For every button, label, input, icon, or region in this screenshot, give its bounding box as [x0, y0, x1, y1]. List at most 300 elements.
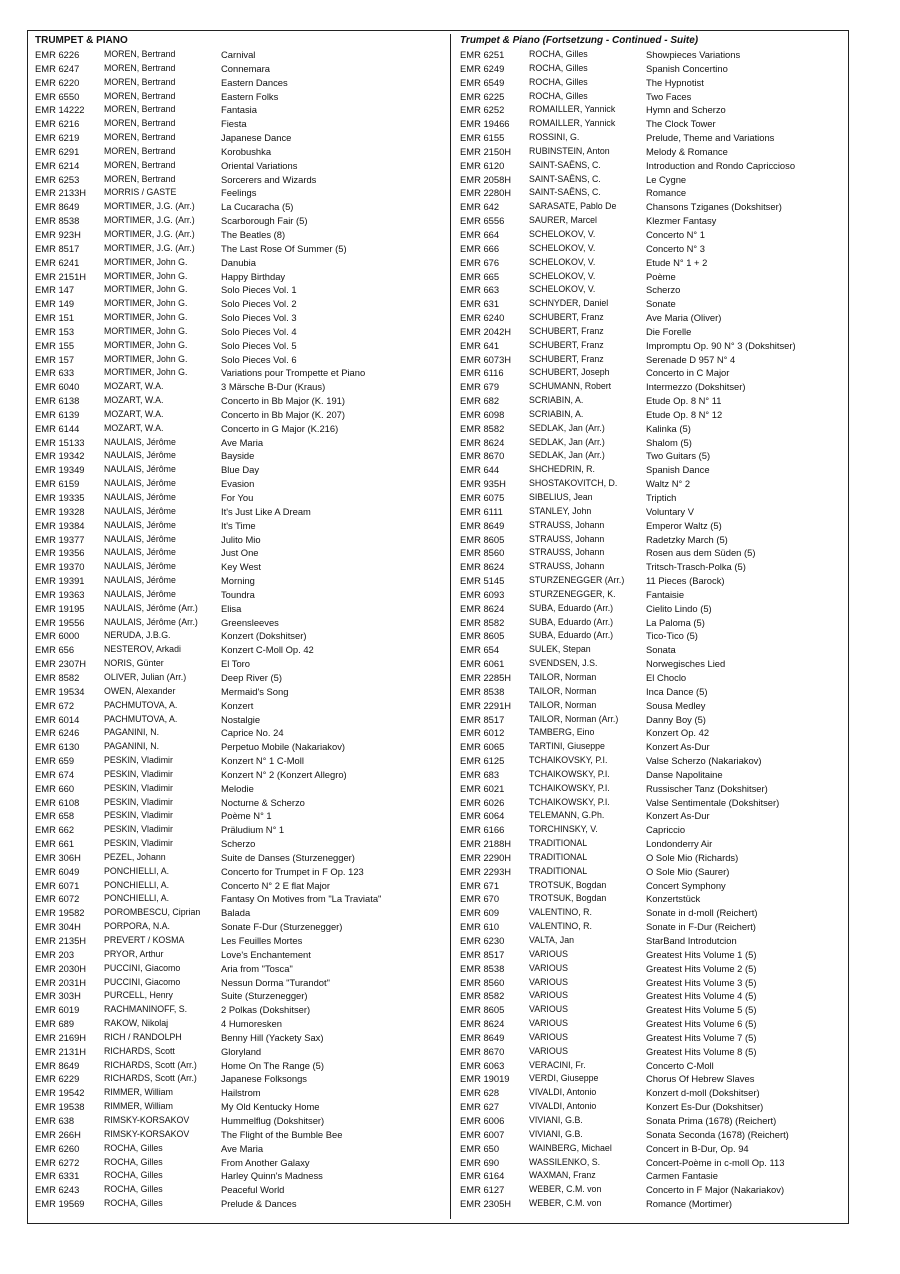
- composer: MOZART, W.A.: [104, 381, 164, 392]
- composer: PONCHIELLI, A.: [104, 879, 170, 890]
- catalog-entry: [460, 782, 845, 796]
- catalog-entry: [460, 366, 845, 380]
- catalog-entry: [460, 865, 845, 879]
- composer: MOREN, Bertrand: [104, 104, 176, 115]
- work-title: Sonata: [646, 644, 676, 656]
- composer: PESKIN, Vladimir: [104, 824, 173, 835]
- catalog-number: EMR 6012: [460, 727, 505, 739]
- work-title: Concerto in F Major (Nakariakov): [646, 1184, 785, 1196]
- catalog-entry: [35, 796, 445, 810]
- composer: SCHUBERT, Joseph: [529, 367, 610, 378]
- catalog-entry: [460, 1114, 845, 1128]
- composer: MORTIMER, John G.: [104, 367, 188, 378]
- catalog-number: EMR 6065: [460, 741, 505, 753]
- section-heading: TRUMPET & PIANO: [35, 35, 128, 46]
- catalog-entry: [460, 463, 845, 477]
- work-title: Harley Quinn's Madness: [221, 1170, 323, 1182]
- work-title: Solo Pieces Vol. 3: [221, 312, 297, 324]
- catalog-entry: [460, 408, 845, 422]
- catalog-entry: [460, 422, 845, 436]
- composer: NAULAIS, Jérôme: [104, 519, 176, 530]
- work-title: Impromptu Op. 90 N° 3 (Dokshitser): [646, 339, 796, 351]
- work-title: Love's Enchantement: [221, 948, 311, 960]
- catalog-entry: [460, 1031, 845, 1045]
- work-title: Sonata Seconda (1678) (Reichert): [646, 1128, 789, 1140]
- catalog-entry: [35, 270, 445, 284]
- catalog-number: EMR 8624: [460, 602, 505, 614]
- composer: SUBA, Eduardo (Arr.): [529, 630, 614, 641]
- composer: RIMSKY-KORSAKOV: [104, 1114, 190, 1125]
- catalog-number: EMR 306H: [35, 851, 81, 863]
- work-title: Fiesta: [221, 118, 247, 130]
- work-title: Konzert N° 2 (Konzert Allegro): [221, 768, 347, 780]
- continued-heading: Trumpet & Piano (Fortsetzung - Continued - Suite): [460, 35, 699, 46]
- catalog-number: EMR 2058H: [460, 173, 512, 185]
- catalog-entry: [35, 657, 445, 671]
- work-title: Fantasy On Motives from "La Traviata": [221, 893, 382, 905]
- catalog-number: EMR 8605: [460, 1004, 505, 1016]
- composer: SCHUBERT, Franz: [529, 339, 604, 350]
- work-title: Etude Op. 8 N° 12: [646, 408, 723, 420]
- composer: SHCHEDRIN, R.: [529, 464, 595, 475]
- work-title: Ave Maria (Oliver): [646, 312, 722, 324]
- composer: STURZENEGGER (Arr.): [529, 575, 625, 586]
- catalog-entry: [35, 892, 445, 906]
- catalog-number: EMR 6144: [35, 422, 80, 434]
- composer: NAULAIS, Jérôme: [104, 547, 176, 558]
- work-title: Caprice No. 24: [221, 727, 284, 739]
- work-title: Concert in B-Dur, Op. 94: [646, 1142, 749, 1154]
- catalog-number: EMR 151: [35, 312, 75, 324]
- catalog-entry: [35, 519, 445, 533]
- catalog-entry: [35, 574, 445, 588]
- composer: MOREN, Bertrand: [104, 118, 176, 129]
- composer: SVENDSEN, J.S.: [529, 658, 598, 669]
- work-title: Sonate in d-moll (Reichert): [646, 907, 758, 919]
- work-title: Spanish Dance: [646, 464, 710, 476]
- composer: SCRIABIN, A.: [529, 395, 584, 406]
- catalog-number: EMR 683: [460, 768, 500, 780]
- composer: TRADITIONAL: [529, 851, 588, 862]
- composer: PESKIN, Vladimir: [104, 768, 173, 779]
- composer: PAGANINI, N.: [104, 727, 160, 738]
- work-title: Danubia: [221, 256, 256, 268]
- composer: ROCHA, Gilles: [104, 1170, 163, 1181]
- catalog-entry: [35, 1003, 445, 1017]
- composer: SCHELOKOV, V.: [529, 284, 596, 295]
- work-title: Concerto in G Major (K.216): [221, 422, 339, 434]
- catalog-entry: [35, 228, 445, 242]
- composer: SUBA, Eduardo (Arr.): [529, 602, 614, 613]
- composer: SCHELOKOV, V.: [529, 270, 596, 281]
- work-title: Romance: [646, 187, 687, 199]
- work-title: Eastern Dances: [221, 76, 288, 88]
- catalog-entry: [35, 1197, 445, 1211]
- catalog-entry: [35, 159, 445, 173]
- catalog-number: EMR 6247: [35, 62, 80, 74]
- catalog-entry: [460, 533, 845, 547]
- catalog-entry: [35, 1100, 445, 1114]
- composer: VARIOUS: [529, 1018, 568, 1029]
- catalog-entry: [460, 1017, 845, 1031]
- catalog-entry: [35, 740, 445, 754]
- work-title: Concerto C-Moll: [646, 1059, 714, 1071]
- work-title: Carnival: [221, 49, 256, 60]
- catalog-entry: [460, 117, 845, 131]
- catalog-number: EMR 8649: [460, 519, 505, 531]
- composer: VARIOUS: [529, 962, 568, 973]
- work-title: Greatest Hits Volume 7 (5): [646, 1031, 757, 1043]
- catalog-number: EMR 638: [35, 1114, 75, 1126]
- catalog-number: EMR 661: [35, 838, 75, 850]
- catalog-number: EMR 2131H: [35, 1045, 87, 1057]
- composer: SCRIABIN, A.: [529, 408, 584, 419]
- catalog-number: EMR 2150H: [460, 145, 512, 157]
- work-title: El Toro: [221, 658, 251, 670]
- composer: PURCELL, Henry: [104, 990, 173, 1001]
- catalog-number: EMR 6225: [460, 90, 505, 102]
- catalog-number: EMR 610: [460, 921, 500, 933]
- work-title: Solo Pieces Vol. 6: [221, 353, 297, 365]
- catalog-entry: [35, 491, 445, 505]
- work-title: Two Guitars (5): [646, 450, 711, 462]
- catalog-number: EMR 6064: [460, 810, 505, 822]
- composer: NAULAIS, Jérôme: [104, 492, 176, 502]
- catalog-number: EMR 304H: [35, 921, 81, 933]
- catalog-entry: [35, 671, 445, 685]
- catalog-number: EMR 642: [460, 201, 500, 213]
- catalog-entry: [35, 934, 445, 948]
- work-title: Inca Dance (5): [646, 685, 708, 697]
- work-title: Concerto for Trumpet in F Op. 123: [221, 865, 364, 877]
- catalog-entry: [35, 1072, 445, 1086]
- work-title: Julito Mio: [221, 533, 261, 545]
- work-title: Konzert C-Moll Op. 42: [221, 644, 314, 656]
- work-title: Capriccio: [646, 824, 686, 836]
- catalog-number: EMR 2042H: [460, 325, 512, 337]
- catalog-number: EMR 19384: [35, 519, 85, 531]
- catalog-entry: [460, 906, 845, 920]
- catalog-number: EMR 157: [35, 353, 75, 365]
- catalog-entry: [460, 436, 845, 450]
- catalog-entry: [35, 505, 445, 519]
- catalog-entry: [35, 713, 445, 727]
- work-title: Concerto in C Major: [646, 367, 730, 379]
- work-title: The Clock Tower: [646, 118, 716, 130]
- catalog-number: EMR 672: [35, 699, 75, 711]
- catalog-number: EMR 923H: [35, 228, 81, 240]
- catalog-number: EMR 19534: [35, 685, 85, 697]
- work-title: The Last Rose Of Summer (5): [221, 242, 347, 254]
- catalog-entry: [460, 325, 845, 339]
- catalog-number: EMR 6214: [35, 159, 80, 171]
- work-title: Nessun Dorma "Turandot": [221, 976, 330, 988]
- composer: SIBELIUS, Jean: [529, 492, 593, 502]
- work-title: The Hypnotist: [646, 76, 704, 88]
- composer: OWEN, Alexander: [104, 685, 176, 696]
- work-title: Klezmer Fantasy: [646, 215, 717, 227]
- catalog-entry: [35, 1156, 445, 1170]
- work-title: Feelings: [221, 187, 257, 199]
- catalog-entry: [460, 740, 845, 754]
- work-title: Konzert Op. 42: [646, 727, 710, 739]
- catalog-entry: [460, 588, 845, 602]
- catalog-number: EMR 644: [460, 464, 500, 476]
- composer: MORTIMER, J.G. (Arr.): [104, 215, 195, 226]
- catalog-number: EMR 8538: [35, 215, 80, 227]
- catalog-number: EMR 6139: [35, 408, 80, 420]
- catalog-entry: [35, 629, 445, 643]
- catalog-number: EMR 6164: [460, 1170, 505, 1182]
- composer: MORTIMER, J.G. (Arr.): [104, 242, 195, 253]
- composer: SEDLAK, Jan (Arr.): [529, 436, 605, 447]
- catalog-entry: [35, 533, 445, 547]
- work-title: Sonate: [646, 298, 676, 310]
- composer: RICH / RANDOLPH: [104, 1031, 182, 1042]
- catalog-number: EMR 662: [35, 824, 75, 836]
- catalog-number: EMR 6159: [35, 478, 80, 490]
- work-title: Peaceful World: [221, 1184, 285, 1196]
- work-title: Sorcerers and Wizards: [221, 173, 317, 185]
- work-title: Greatest Hits Volume 8 (5): [646, 1045, 757, 1057]
- catalog-entry: [35, 768, 445, 782]
- catalog-entry: [35, 117, 445, 131]
- catalog-number: EMR 8624: [460, 436, 505, 448]
- work-title: Greatest Hits Volume 3 (5): [646, 976, 757, 988]
- composer: ROSSINI, G.: [529, 132, 580, 143]
- composer: SCHUBERT, Franz: [529, 353, 604, 364]
- catalog-entry: [460, 1003, 845, 1017]
- catalog-number: EMR 6216: [35, 118, 80, 130]
- work-title: Concerto N° 1: [646, 228, 705, 240]
- work-title: Prelude & Dances: [221, 1198, 297, 1210]
- catalog-entry: [460, 809, 845, 823]
- catalog-entry: [35, 353, 445, 367]
- composer: SARASATE, Pablo De: [529, 201, 617, 212]
- composer: VERDI, Giuseppe: [529, 1073, 599, 1084]
- catalog-entry: [35, 754, 445, 768]
- catalog-entry: [35, 616, 445, 630]
- catalog-number: EMR 671: [460, 879, 500, 891]
- work-title: Greatest Hits Volume 4 (5): [646, 990, 757, 1002]
- catalog-entry: [460, 380, 845, 394]
- composer: STRAUSS, Johann: [529, 561, 605, 572]
- catalog-entry: [460, 934, 845, 948]
- work-title: Konzert N° 1 C-Moll: [221, 755, 304, 767]
- composer: PONCHIELLI, A.: [104, 893, 170, 904]
- catalog-number: EMR 6021: [460, 782, 505, 794]
- catalog-entry: [460, 311, 845, 325]
- composer: PONCHIELLI, A.: [104, 865, 170, 876]
- work-title: Elisa: [221, 602, 242, 614]
- work-title: Kalinka (5): [646, 422, 691, 434]
- catalog-entry: [460, 685, 845, 699]
- work-title: Two Faces: [646, 90, 692, 102]
- catalog-entry: [35, 339, 445, 353]
- work-title: Introduction and Rondo Capriccioso: [646, 159, 796, 171]
- catalog-number: EMR 2280H: [460, 187, 512, 199]
- work-title: Cielito Lindo (5): [646, 602, 712, 614]
- work-title: Greatest Hits Volume 2 (5): [646, 962, 757, 974]
- catalog-number: EMR 6073H: [460, 353, 512, 365]
- composer: SAINT-SAËNS, C.: [529, 159, 601, 170]
- composer: RICHARDS, Scott: [104, 1045, 175, 1056]
- catalog-entry: [35, 200, 445, 214]
- work-title: Evasion: [221, 478, 255, 490]
- composer: SULEK, Stepan: [529, 644, 591, 655]
- catalog-number: EMR 6556: [460, 215, 505, 227]
- composer: TROTSUK, Bogdan: [529, 893, 607, 904]
- composer: STRAUSS, Johann: [529, 533, 605, 544]
- work-title: Suite de Danses (Sturzenegger): [221, 851, 355, 863]
- catalog-number: EMR 19582: [35, 907, 85, 919]
- composer: TAILOR, Norman: [529, 685, 597, 696]
- composer: MOREN, Bertrand: [104, 173, 176, 184]
- catalog-number: EMR 2285H: [460, 671, 512, 683]
- catalog-entry: [35, 546, 445, 560]
- catalog-entry: [460, 214, 845, 228]
- catalog-number: EMR 19328: [35, 505, 85, 517]
- catalog-number: EMR 658: [35, 810, 75, 822]
- composer: MORTIMER, J.G. (Arr.): [104, 201, 195, 212]
- composer: ROCHA, Gilles: [104, 1184, 163, 1195]
- catalog-entry: [35, 380, 445, 394]
- composer: MOZART, W.A.: [104, 422, 164, 433]
- composer: MORTIMER, J.G. (Arr.): [104, 228, 195, 239]
- catalog-number: EMR 8560: [460, 547, 505, 559]
- catalog-number: EMR 6116: [460, 367, 504, 379]
- catalog-number: EMR 2169H: [35, 1031, 87, 1043]
- composer: RACHMANINOFF, S.: [104, 1004, 188, 1015]
- work-title: Scarborough Fair (5): [221, 215, 308, 227]
- work-title: Präludium N° 1: [221, 824, 285, 836]
- composer: PUCCINI, Giacomo: [104, 962, 181, 973]
- catalog-number: EMR 19538: [35, 1101, 85, 1113]
- catalog-number: EMR 8624: [460, 561, 505, 573]
- work-title: Mermaid's Song: [221, 685, 289, 697]
- composer: PESKIN, Vladimir: [104, 782, 173, 793]
- work-title: Eastern Folks: [221, 90, 279, 102]
- work-title: Konzert As-Dur: [646, 810, 710, 822]
- composer: MORTIMER, John G.: [104, 284, 188, 295]
- catalog-entry: [460, 1059, 845, 1073]
- catalog-entry: [35, 879, 445, 893]
- catalog-entry: [460, 629, 845, 643]
- composer: TCHAIKOWSKY, P.I.: [529, 768, 610, 779]
- catalog-number: EMR 633: [35, 367, 75, 379]
- catalog-entry: [460, 643, 845, 657]
- work-title: Japanese Folksongs: [221, 1073, 307, 1085]
- catalog-entry: [35, 1059, 445, 1073]
- composer: WAINBERG, Michael: [529, 1142, 612, 1153]
- work-title: It's Time: [221, 519, 256, 531]
- work-title: Russischer Tanz (Dokshitser): [646, 782, 768, 794]
- work-title: Danse Napolitaine: [646, 768, 723, 780]
- work-title: Solo Pieces Vol. 5: [221, 339, 297, 351]
- work-title: Solo Pieces Vol. 1: [221, 284, 297, 296]
- work-title: La Cucaracha (5): [221, 201, 294, 213]
- catalog-entry: [460, 574, 845, 588]
- catalog-number: EMR 6014: [35, 713, 80, 725]
- composer: STANLEY, John: [529, 505, 592, 516]
- composer: PEZEL, Johann: [104, 851, 166, 862]
- composer: MORTIMER, John G.: [104, 256, 188, 267]
- composer: NESTEROV, Arkadi: [104, 644, 181, 655]
- composer: MORTIMER, John G.: [104, 353, 188, 364]
- work-title: Sousa Medley: [646, 699, 706, 711]
- catalog-number: EMR 665: [460, 270, 500, 282]
- catalog-number: EMR 155: [35, 339, 75, 351]
- composer: TAILOR, Norman: [529, 671, 597, 682]
- work-title: Sonate F-Dur (Sturzenegger): [221, 921, 343, 933]
- catalog-entry: [460, 1197, 845, 1211]
- catalog-entry: [35, 366, 445, 380]
- composer: ROMAILLER, Yannick: [529, 104, 616, 115]
- composer: NAULAIS, Jérôme (Arr.): [104, 616, 198, 627]
- work-title: Suite (Sturzenegger): [221, 990, 308, 1002]
- composer: VALTA, Jan: [529, 935, 574, 945]
- catalog-number: EMR 6253: [35, 173, 80, 185]
- work-title: Concerto in Bb Major (K. 207): [221, 408, 346, 420]
- composer: VERACINI, Fr.: [529, 1059, 586, 1070]
- catalog-number: EMR 6125: [460, 755, 505, 767]
- catalog-entry: [35, 726, 445, 740]
- work-title: Scherzo: [646, 284, 681, 296]
- catalog-entry: [35, 685, 445, 699]
- catalog-number: EMR 2188H: [460, 838, 512, 850]
- column-divider: [450, 34, 451, 1219]
- catalog-entry: [460, 1072, 845, 1086]
- work-title: Deep River (5): [221, 671, 282, 683]
- catalog-entry: [460, 1156, 845, 1170]
- catalog-entry: [35, 643, 445, 657]
- work-title: My Old Kentucky Home: [221, 1101, 320, 1113]
- catalog-number: EMR 6252: [460, 104, 505, 116]
- catalog-entry: [35, 699, 445, 713]
- work-title: Toundra: [221, 588, 255, 600]
- catalog-number: EMR 6260: [35, 1142, 80, 1154]
- catalog-entry: [35, 463, 445, 477]
- catalog-entry: [460, 491, 845, 505]
- catalog-number: EMR 6220: [35, 76, 80, 88]
- work-title: Londonderry Air: [646, 838, 713, 850]
- composer: TROTSUK, Bogdan: [529, 879, 607, 890]
- composer: TCHAIKOWSKY, P.I.: [529, 782, 610, 793]
- right-catalog-list: [460, 48, 845, 1211]
- catalog-number: EMR 6549: [460, 76, 505, 88]
- work-title: Concerto N° 2 E flat Major: [221, 879, 330, 891]
- catalog-entry: [460, 1086, 845, 1100]
- catalog-entry: [460, 131, 845, 145]
- catalog-number: EMR 656: [35, 644, 75, 656]
- catalog-entry: [460, 519, 845, 533]
- catalog-number: EMR 682: [460, 395, 500, 407]
- work-title: Concerto N° 3: [646, 242, 705, 254]
- composer: PORPORA, N.A.: [104, 921, 170, 932]
- work-title: Gloryland: [221, 1045, 262, 1057]
- composer: WEBER, C.M. von: [529, 1184, 602, 1195]
- catalog-number: EMR 8517: [460, 948, 505, 960]
- work-title: Hymn and Scherzo: [646, 104, 726, 116]
- catalog-number: EMR 6093: [460, 588, 505, 600]
- catalog-number: EMR 8670: [460, 1045, 505, 1057]
- catalog-entry: [460, 892, 845, 906]
- composer: RICHARDS, Scott (Arr.): [104, 1059, 197, 1070]
- work-title: Hailstrom: [221, 1087, 261, 1099]
- work-title: Greensleeves: [221, 616, 279, 628]
- work-title: O Sole Mio (Richards): [646, 851, 739, 863]
- catalog-number: EMR 8517: [35, 242, 80, 254]
